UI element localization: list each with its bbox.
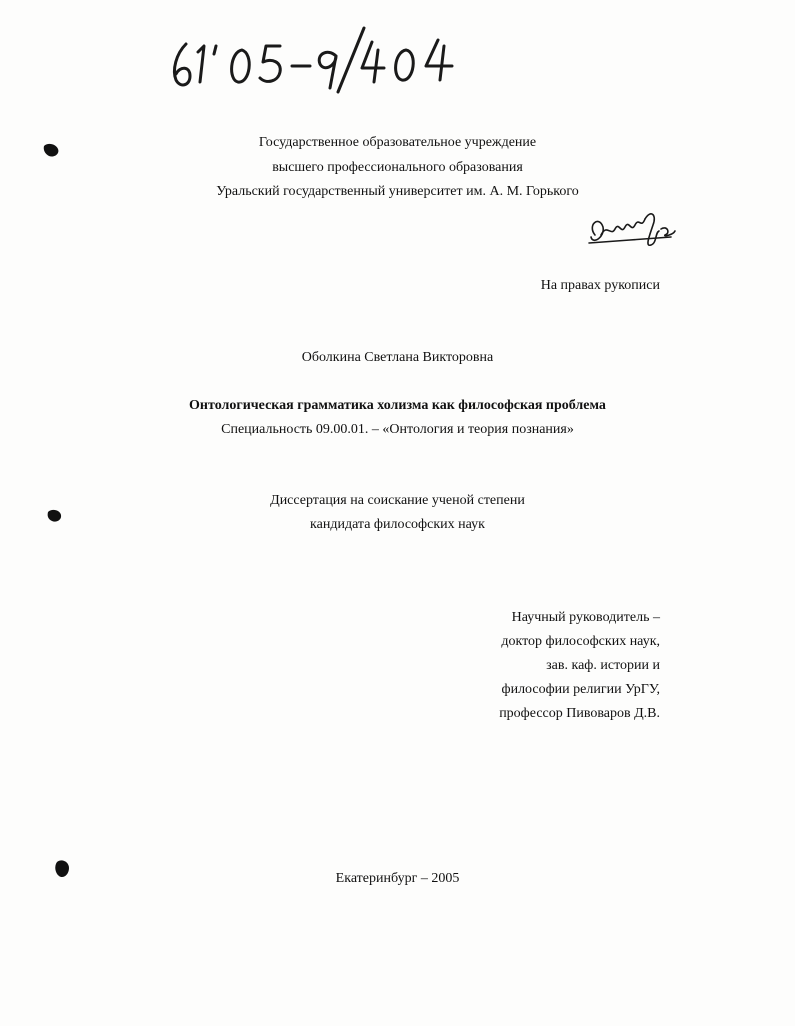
- institution-line-3: Уральский государственный университет им. А. М. Горького: [216, 184, 579, 199]
- manuscript-note: На правах рукописи: [540, 278, 660, 293]
- supervisor-line-4: философии религии УрГУ,: [501, 682, 660, 697]
- degree-line-2: кандидата философских наук: [310, 517, 485, 532]
- supervisor-line-1: Научный руководитель –: [511, 610, 660, 625]
- institution-line-1: Государственное образовательное учреждение: [258, 135, 537, 150]
- signature-mark: [585, 205, 680, 253]
- punch-mark-middle: [46, 507, 64, 525]
- degree-line-1: Диссертация на соискание ученой степени: [270, 493, 525, 508]
- author-name: Оболкина Светлана Викторовна: [301, 350, 494, 365]
- specialty: Специальность 09.00.01. – «Онтология и теория познания»: [221, 422, 574, 437]
- supervisor-block: [499, 606, 660, 726]
- supervisor-line-2: доктор философских наук,: [501, 634, 660, 649]
- dissertation-title: Онтологическая грамматика холизма как философская проблема: [189, 398, 606, 413]
- handwritten-archive-number: [168, 22, 478, 96]
- supervisor-line-3: зав. каф. истории и: [546, 658, 660, 673]
- supervisor-line-5: профессор Пивоваров Д.В.: [499, 706, 660, 721]
- city-year: Екатеринбург – 2005: [335, 871, 460, 886]
- punch-mark-top: [42, 140, 62, 160]
- institution-line-2: высшего профессионального образования: [272, 160, 523, 175]
- punch-mark-bottom: [54, 858, 72, 880]
